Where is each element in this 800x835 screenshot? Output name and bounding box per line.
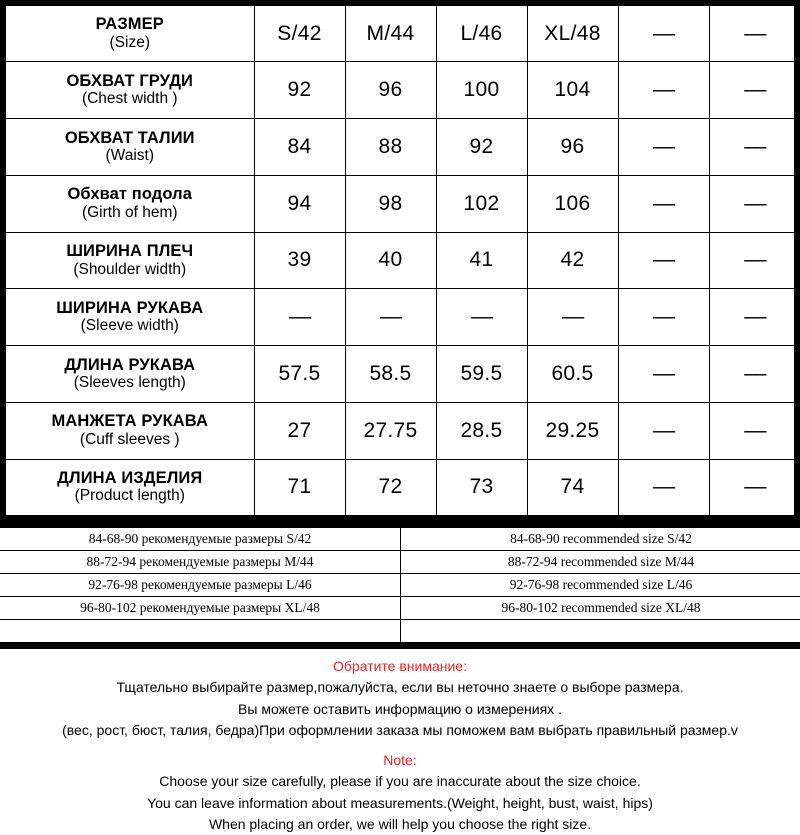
- value-cell: [436, 402, 527, 459]
- row-label-ru: МАНЖЕТА РУКАВА: [6, 412, 254, 430]
- size-table-body: [6, 6, 800, 515]
- row-label-en: (Sleeve width): [6, 317, 254, 335]
- recommendations-container: [0, 521, 800, 649]
- note-line-en: When placing an order, we will help you choose the right size.: [0, 814, 800, 835]
- row-label-ru: ШИРИНА ПЛЕЧ: [6, 242, 254, 260]
- cell-value: ––: [744, 135, 765, 158]
- cell-value: ––: [562, 305, 583, 328]
- cell-value: 59.5: [460, 362, 502, 385]
- table-header-row: [6, 6, 800, 62]
- column-header-s42: [254, 6, 345, 62]
- value-cell: [618, 402, 709, 459]
- column-header-label: XL/48: [544, 22, 600, 45]
- size-table: [6, 6, 800, 515]
- column-header-empty-1: [618, 6, 709, 62]
- row-label-ru: ОБХВАТ ГРУДИ: [6, 72, 254, 90]
- value-cell: [618, 62, 709, 119]
- cell-value: ––: [380, 305, 401, 328]
- cell-value: ––: [653, 135, 674, 158]
- cell-value: ––: [744, 78, 765, 101]
- row-label-en: (Product length): [6, 487, 254, 505]
- value-cell: [527, 175, 618, 232]
- cell-value: 58.5: [369, 362, 411, 385]
- value-cell: [618, 289, 709, 346]
- cell-value: ––: [653, 362, 674, 385]
- value-cell: [436, 175, 527, 232]
- cell-value: 96: [379, 78, 403, 101]
- recommendation-en: 88-72-94 recommended size M/44: [401, 551, 800, 574]
- cell-value: 98: [379, 192, 403, 215]
- value-cell: [709, 459, 800, 515]
- cell-value: 88: [379, 135, 403, 158]
- recommendation-empty-left: [0, 620, 401, 643]
- table-row: [6, 459, 800, 515]
- note-line-en: Choose your size carefully, please if you are inaccurate about the size choice.: [0, 771, 800, 792]
- value-cell: [527, 119, 618, 176]
- column-header-xl48: [527, 6, 618, 62]
- cell-value: ––: [653, 305, 674, 328]
- row-label-en: (Cuff sleeves ): [6, 431, 254, 449]
- cell-value: ––: [653, 248, 674, 271]
- value-cell: [709, 289, 800, 346]
- cell-value: 94: [288, 192, 312, 215]
- cell-value: ––: [744, 248, 765, 271]
- value-cell: [527, 402, 618, 459]
- row-label-cell: [6, 175, 254, 232]
- row-label-cell: [6, 402, 254, 459]
- note-line-en: You can leave information about measurements.(Weight, height, bust, waist, hips): [0, 793, 800, 814]
- cell-value: ––: [653, 419, 674, 442]
- value-cell: [709, 232, 800, 289]
- cell-value: 27.75: [363, 419, 417, 442]
- cell-value: 42: [561, 248, 585, 271]
- note-line-ru: (вес, рост, бюст, талия, бедра)При оформлении заказа мы поможем вам выбрать правильный размер.v: [0, 720, 800, 741]
- row-label-en: (Chest width ): [6, 90, 254, 108]
- value-cell: [345, 62, 436, 119]
- note-spacer: [0, 741, 800, 750]
- row-label-ru: ДЛИНА РУКАВА: [6, 356, 254, 374]
- cell-value: 60.5: [551, 362, 593, 385]
- column-header-m44: [345, 6, 436, 62]
- cell-value: 39: [288, 248, 312, 271]
- value-cell: [345, 119, 436, 176]
- value-cell: [709, 62, 800, 119]
- value-cell: [436, 346, 527, 403]
- note-heading-en: Note:: [0, 750, 800, 771]
- cell-value: 41: [470, 248, 494, 271]
- note-line-ru: Вы можете оставить информацию о измерениях .: [0, 699, 800, 720]
- row-label-ru: ДЛИНА ИЗДЕЛИЯ: [6, 469, 254, 487]
- cell-value: 73: [470, 475, 494, 498]
- value-cell: [254, 119, 345, 176]
- value-cell: [254, 175, 345, 232]
- value-cell: [254, 62, 345, 119]
- note-line-ru: Тщательно выбирайте размер,пожалуйста, если вы неточно знаете о выборе размера.: [0, 677, 800, 698]
- value-cell: [345, 459, 436, 515]
- cell-value: 40: [379, 248, 403, 271]
- cell-value: 74: [561, 475, 585, 498]
- cell-value: 72: [379, 475, 403, 498]
- value-cell: [254, 232, 345, 289]
- cell-value: 27: [288, 419, 312, 442]
- recommendations-body: [0, 528, 800, 642]
- value-cell: [436, 62, 527, 119]
- column-header-label: M/44: [367, 22, 415, 45]
- value-cell: [436, 459, 527, 515]
- recommendation-empty-right: [401, 620, 800, 643]
- table-row: [6, 402, 800, 459]
- cell-value: ––: [653, 192, 674, 215]
- cell-value: 92: [470, 135, 494, 158]
- row-label-cell: [6, 232, 254, 289]
- value-cell: [527, 232, 618, 289]
- recommendation-row-empty: [0, 620, 800, 643]
- recommendation-row: [0, 574, 800, 597]
- row-label-cell: [6, 459, 254, 515]
- cell-value: 102: [464, 192, 500, 215]
- row-label-ru: РАЗМЕР: [6, 15, 254, 33]
- value-cell: [618, 175, 709, 232]
- row-label-en: (Girth of hem): [6, 204, 254, 222]
- value-cell: [436, 289, 527, 346]
- row-label-cell: [6, 62, 254, 119]
- table-row: [6, 175, 800, 232]
- table-row: [6, 119, 800, 176]
- cell-value: 104: [555, 78, 591, 101]
- row-label-en: (Size): [6, 34, 254, 52]
- recommendation-en: 92-76-98 recommended size L/46: [401, 574, 800, 597]
- row-label-ru: ШИРИНА РУКАВА: [6, 299, 254, 317]
- table-row: [6, 289, 800, 346]
- row-label-en: (Sleeves length): [6, 374, 254, 392]
- row-label-cell: [6, 6, 254, 62]
- row-label-cell: [6, 346, 254, 403]
- recommendation-ru: 92-76-98 рекомендуемые размеры L/46: [0, 574, 401, 597]
- row-label-en: (Waist): [6, 147, 254, 165]
- value-cell: [709, 346, 800, 403]
- cell-value: 96: [561, 135, 585, 158]
- row-label-cell: [6, 119, 254, 176]
- recommendation-row: [0, 528, 800, 551]
- cell-value: ––: [289, 305, 310, 328]
- table-row: [6, 346, 800, 403]
- value-cell: [345, 175, 436, 232]
- cell-value: ––: [653, 475, 674, 498]
- value-cell: [436, 119, 527, 176]
- column-header-label: ––: [653, 22, 674, 45]
- value-cell: [345, 402, 436, 459]
- cell-value: ––: [744, 192, 765, 215]
- cell-value: ––: [653, 78, 674, 101]
- value-cell: [254, 289, 345, 346]
- table-row: [6, 62, 800, 119]
- recommendation-row: [0, 597, 800, 620]
- column-header-l46: [436, 6, 527, 62]
- value-cell: [254, 346, 345, 403]
- value-cell: [254, 459, 345, 515]
- value-cell: [527, 62, 618, 119]
- value-cell: [254, 402, 345, 459]
- note-heading-ru: Обратите внимание:: [0, 656, 800, 677]
- recommendation-ru: 84-68-90 рекомендуемые размеры S/42: [0, 528, 401, 551]
- cell-value: 29.25: [545, 419, 599, 442]
- cell-value: 100: [464, 78, 500, 101]
- value-cell: [527, 346, 618, 403]
- value-cell: [345, 289, 436, 346]
- value-cell: [618, 346, 709, 403]
- value-cell: [709, 175, 800, 232]
- cell-value: ––: [744, 362, 765, 385]
- value-cell: [618, 232, 709, 289]
- value-cell: [436, 232, 527, 289]
- table-row: [6, 232, 800, 289]
- notes-section: [0, 649, 800, 835]
- recommendation-ru: 88-72-94 рекомендуемые размеры M/44: [0, 551, 401, 574]
- value-cell: [618, 119, 709, 176]
- value-cell: [527, 459, 618, 515]
- cell-value: ––: [744, 419, 765, 442]
- value-cell: [527, 289, 618, 346]
- recommendation-row: [0, 551, 800, 574]
- column-header-label: L/46: [460, 22, 502, 45]
- cell-value: 28.5: [460, 419, 502, 442]
- row-label-ru: Обхват подола: [6, 185, 254, 203]
- value-cell: [345, 346, 436, 403]
- cell-value: 92: [288, 78, 312, 101]
- cell-value: 71: [288, 475, 312, 498]
- column-header-label: ––: [744, 22, 765, 45]
- row-label-ru: ОБХВАТ ТАЛИИ: [6, 129, 254, 147]
- cell-value: ––: [471, 305, 492, 328]
- recommendation-ru: 96-80-102 рекомендуемые размеры XL/48: [0, 597, 401, 620]
- value-cell: [709, 402, 800, 459]
- recommendation-en: 96-80-102 recommended size XL/48: [401, 597, 800, 620]
- column-header-label: S/42: [277, 22, 321, 45]
- cell-value: ––: [744, 305, 765, 328]
- cell-value: 106: [555, 192, 591, 215]
- value-cell: [345, 232, 436, 289]
- cell-value: 57.5: [278, 362, 320, 385]
- cell-value: ––: [744, 475, 765, 498]
- value-cell: [618, 459, 709, 515]
- row-label-en: (Shoulder width): [6, 261, 254, 279]
- column-header-empty-2: [709, 6, 800, 62]
- cell-value: 84: [288, 135, 312, 158]
- row-label-cell: [6, 289, 254, 346]
- recommendations-table: [0, 528, 800, 642]
- recommendation-en: 84-68-90 recommended size S/42: [401, 528, 800, 551]
- value-cell: [709, 119, 800, 176]
